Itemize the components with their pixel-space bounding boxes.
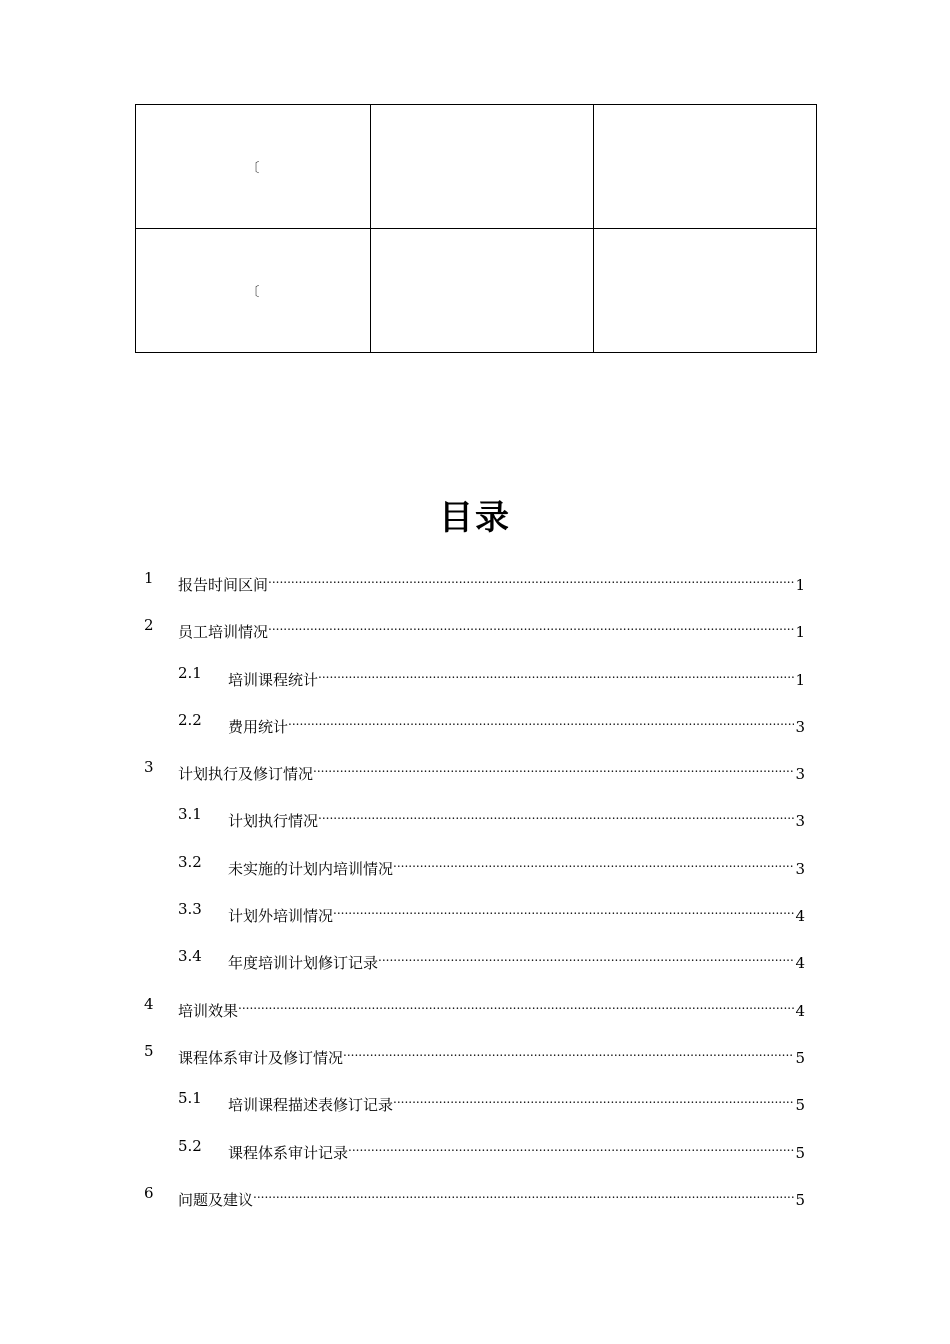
- toc-entry-page: 5: [795, 1096, 805, 1115]
- table-cell: 〔: [136, 105, 371, 229]
- toc-entry-page: 3: [795, 765, 805, 784]
- toc-entry-line: [228, 802, 805, 833]
- table-cell: [371, 229, 594, 353]
- toc-entry-number: 5: [144, 1041, 154, 1060]
- toc-entry-page: 1: [795, 623, 805, 642]
- toc-dot-leader: [318, 802, 794, 826]
- toc-entry-number: 2: [144, 616, 154, 635]
- toc-entry-number: 3.4: [178, 947, 202, 966]
- toc-entry-line: [178, 1181, 805, 1212]
- toc-entry-title: 年度培训计划修订记录: [228, 954, 379, 973]
- toc-entry-title: 计划执行及修订情况: [178, 765, 314, 784]
- toc-dot-leader: [253, 1181, 794, 1205]
- toc-entry-line: [178, 755, 805, 786]
- toc-entry-title: 报告时间区间: [178, 576, 269, 594]
- table-cell: 〔: [136, 229, 371, 353]
- toc-entry-title: 问题及建议: [178, 1190, 254, 1209]
- toc-entry-number: 1: [144, 569, 154, 587]
- toc-entry-number: 3.2: [178, 852, 202, 871]
- toc-entry[interactable]: [0, 992, 950, 1039]
- toc-entry-title: 课程体系审计及修订情况: [178, 1048, 344, 1067]
- toc-dot-leader: [348, 1134, 794, 1158]
- toc-entry-title: 未实施的计划内培训情况: [228, 859, 394, 878]
- toc-dot-leader: [393, 1086, 794, 1110]
- toc-dot-leader: [343, 1039, 794, 1063]
- toc-entry-line: [228, 1134, 805, 1165]
- data-table: [135, 104, 817, 353]
- toc-entry[interactable]: [0, 1039, 950, 1086]
- toc-entry-title: 培训课程描述表修订记录: [228, 1096, 394, 1115]
- toc-entry-page: 4: [795, 907, 805, 926]
- toc-dot-leader: [378, 944, 794, 968]
- toc-entry-page: 3: [795, 717, 805, 736]
- toc-dot-leader: [313, 755, 794, 779]
- toc-entry-number: 2.1: [178, 663, 202, 682]
- toc-entry-line: [228, 708, 805, 739]
- toc-entry-page: 5: [795, 1190, 805, 1209]
- toc-entry-line: [228, 944, 805, 975]
- toc-entry[interactable]: [0, 944, 950, 991]
- toc-entry-line: [178, 992, 805, 1023]
- toc-entry-page: 3: [795, 812, 805, 831]
- toc-entry-number: 3.3: [178, 900, 202, 919]
- toc-entry[interactable]: [0, 708, 950, 755]
- toc-entry-title: 计划外培训情况: [228, 907, 334, 926]
- toc-dot-leader: [333, 897, 794, 921]
- toc-entry-number: 6: [144, 1183, 154, 1202]
- toc-dot-leader: [268, 613, 794, 637]
- toc-title: 目录: [439, 498, 511, 538]
- table-cell: [594, 105, 817, 229]
- toc-entry[interactable]: [0, 566, 950, 613]
- toc-entry[interactable]: [0, 1181, 950, 1228]
- toc-entry-title: 培训课程统计: [228, 670, 319, 689]
- toc-entry[interactable]: [0, 850, 950, 897]
- table-of-contents: [0, 566, 950, 1228]
- toc-entry[interactable]: [0, 755, 950, 802]
- table-row: [136, 229, 817, 353]
- toc-entry-title: 员工培训情况: [178, 623, 269, 642]
- toc-entry-line: [228, 1086, 805, 1117]
- toc-entry-title: 计划执行情况: [228, 812, 319, 831]
- toc-entry[interactable]: [0, 1134, 950, 1181]
- toc-entry[interactable]: [0, 1086, 950, 1133]
- toc-entry-line: [178, 566, 805, 597]
- toc-entry-page: 5: [795, 1143, 805, 1162]
- toc-entry[interactable]: [0, 802, 950, 849]
- toc-dot-leader: [318, 661, 794, 685]
- toc-entry[interactable]: [0, 897, 950, 944]
- toc-entry-title: 培训效果: [178, 1001, 239, 1020]
- toc-entry-page: 4: [795, 954, 805, 973]
- table-cell: [371, 105, 594, 229]
- toc-dot-leader: [288, 708, 794, 732]
- toc-entry-line: [228, 661, 805, 692]
- toc-entry-line: [178, 613, 805, 644]
- toc-entry-number: 5.2: [178, 1136, 202, 1155]
- toc-entry-number: 4: [144, 994, 154, 1013]
- toc-entry-page: 5: [795, 1048, 805, 1067]
- table-row: [136, 105, 817, 229]
- toc-dot-leader: [393, 850, 794, 874]
- toc-dot-leader: [268, 566, 794, 590]
- toc-entry-line: [228, 850, 805, 881]
- toc-dot-leader: [238, 992, 794, 1016]
- toc-entry[interactable]: [0, 661, 950, 708]
- table-cell: [594, 229, 817, 353]
- toc-entry-number: 3: [144, 758, 154, 777]
- toc-entry-line: [178, 1039, 805, 1070]
- toc-entry-page: 3: [795, 859, 805, 878]
- toc-entry-page: 1: [795, 670, 805, 689]
- toc-entry-page: 4: [795, 1001, 805, 1020]
- toc-entry-line: [228, 897, 805, 928]
- toc-entry[interactable]: [0, 613, 950, 660]
- toc-entry-number: 2.2: [178, 710, 202, 729]
- toc-entry-page: 1: [795, 576, 805, 594]
- toc-entry-title: 费用统计: [228, 717, 289, 736]
- toc-entry-number: 3.1: [178, 805, 202, 824]
- toc-entry-title: 课程体系审计记录: [228, 1143, 349, 1162]
- toc-entry-number: 5.1: [178, 1089, 202, 1108]
